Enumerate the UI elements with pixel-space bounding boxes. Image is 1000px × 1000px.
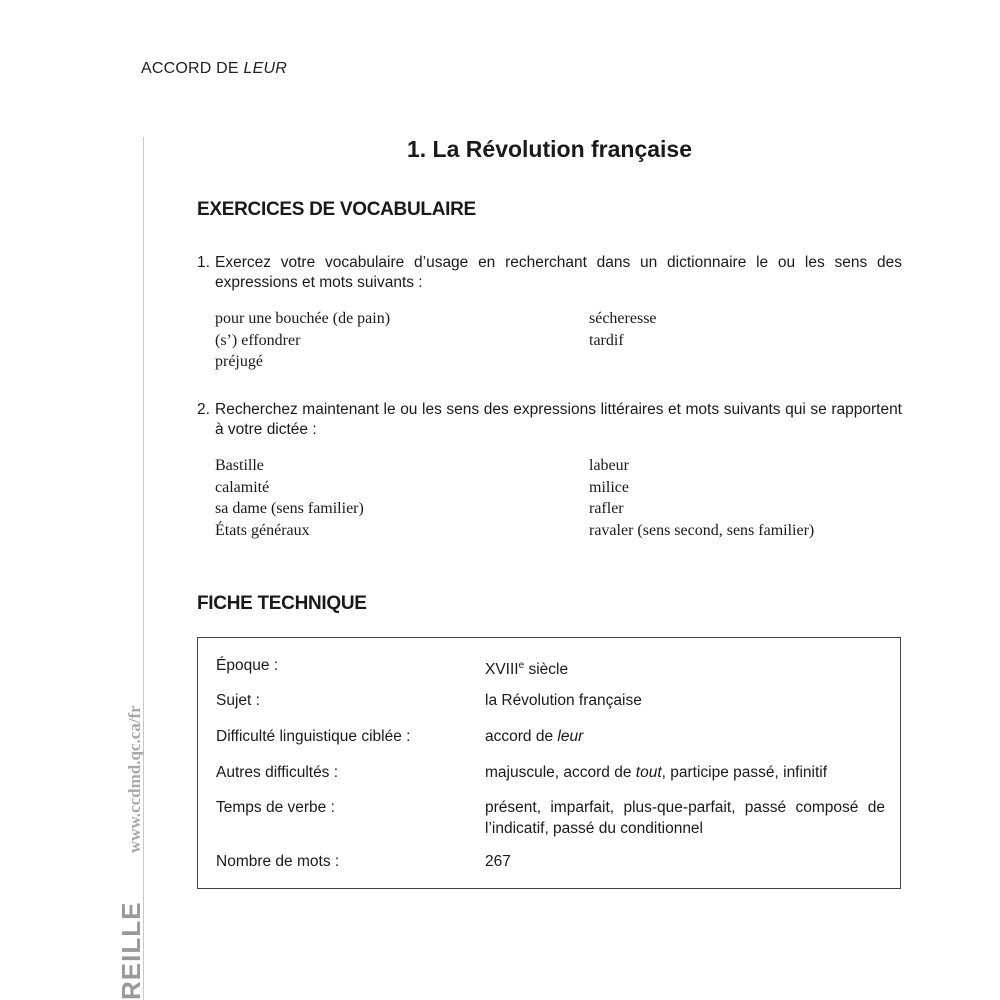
word-row	[215, 330, 902, 352]
running-head-prefix: ACCORD DE	[141, 60, 239, 77]
word-item: labeur	[589, 457, 629, 474]
fiche-label: Autres difficultés :	[216, 764, 339, 781]
fiche-value: présent, imparfait, plus-que-parfait, passé composé de l’indicatif, passé du conditionnel	[485, 799, 885, 837]
exercise-2	[197, 400, 902, 440]
word-row	[215, 520, 902, 542]
word-item: sécheresse	[589, 310, 657, 327]
exercise-1-number: 1.	[197, 254, 210, 271]
word-item: milice	[589, 478, 629, 496]
exercise-1	[197, 253, 902, 293]
vocab-heading: EXERCICES DE VOCABULAIRE	[197, 199, 476, 220]
side-url: www.ccdmd.qc.ca/fr	[125, 705, 144, 854]
fiche-technique-box	[197, 637, 901, 889]
fiche-value: la Révolution française	[485, 692, 642, 709]
running-head-italic: LEUR	[243, 60, 287, 77]
word-item: pour une bouchée (de pain)	[215, 310, 391, 327]
fiche-heading: FICHE TECHNIQUE	[197, 593, 367, 614]
word-item: sa dame (sens familier)	[215, 500, 364, 517]
side-text	[116, 705, 147, 1000]
word-item: États généraux	[215, 521, 310, 539]
word-row	[215, 308, 902, 330]
word-item: Bastille	[215, 457, 264, 474]
exercise-1-text: Exercez votre vocabulaire d’usage en recherchant dans un dictionnaire le ou les sens des expressions et mots suivants :	[215, 254, 902, 291]
exercise-2-text: Recherchez maintenant le ou les sens des expressions littéraires et mots suivants qui se rapportent à votre dictée :	[215, 401, 902, 438]
fiche-label: Époque :	[216, 657, 279, 674]
fiche-label: Nombre de mots :	[216, 853, 340, 870]
fiche-value: XVIIIe siècle	[485, 660, 569, 679]
word-item: (s’) effondrer	[215, 331, 301, 349]
word-item: tardif	[589, 331, 624, 349]
word-row	[215, 498, 902, 520]
word-item: rafler	[589, 500, 624, 517]
word-row	[215, 477, 902, 499]
word-row	[215, 351, 902, 373]
fiche-value: majuscule, accord de tout, participe passé, infinitif	[485, 764, 828, 781]
word-list-2	[215, 455, 902, 541]
fiche-label: Temps de verbe :	[216, 799, 335, 816]
word-item: préjugé	[215, 353, 263, 370]
word-item: calamité	[215, 478, 270, 496]
fiche-value: accord de leur	[485, 728, 584, 745]
fiche-label: Sujet :	[216, 692, 260, 709]
fiche-label: Difficulté linguistique ciblée :	[216, 728, 411, 745]
word-list-1	[215, 308, 902, 373]
running-head	[141, 60, 287, 78]
fiche-value: 267	[485, 853, 511, 870]
side-brand: REILLE	[116, 901, 146, 1000]
word-item: ravaler (sens second, sens familier)	[589, 521, 815, 539]
page-title: 1. La Révolution française	[406, 136, 693, 162]
exercise-2-number: 2.	[197, 401, 210, 418]
word-row	[215, 455, 902, 477]
